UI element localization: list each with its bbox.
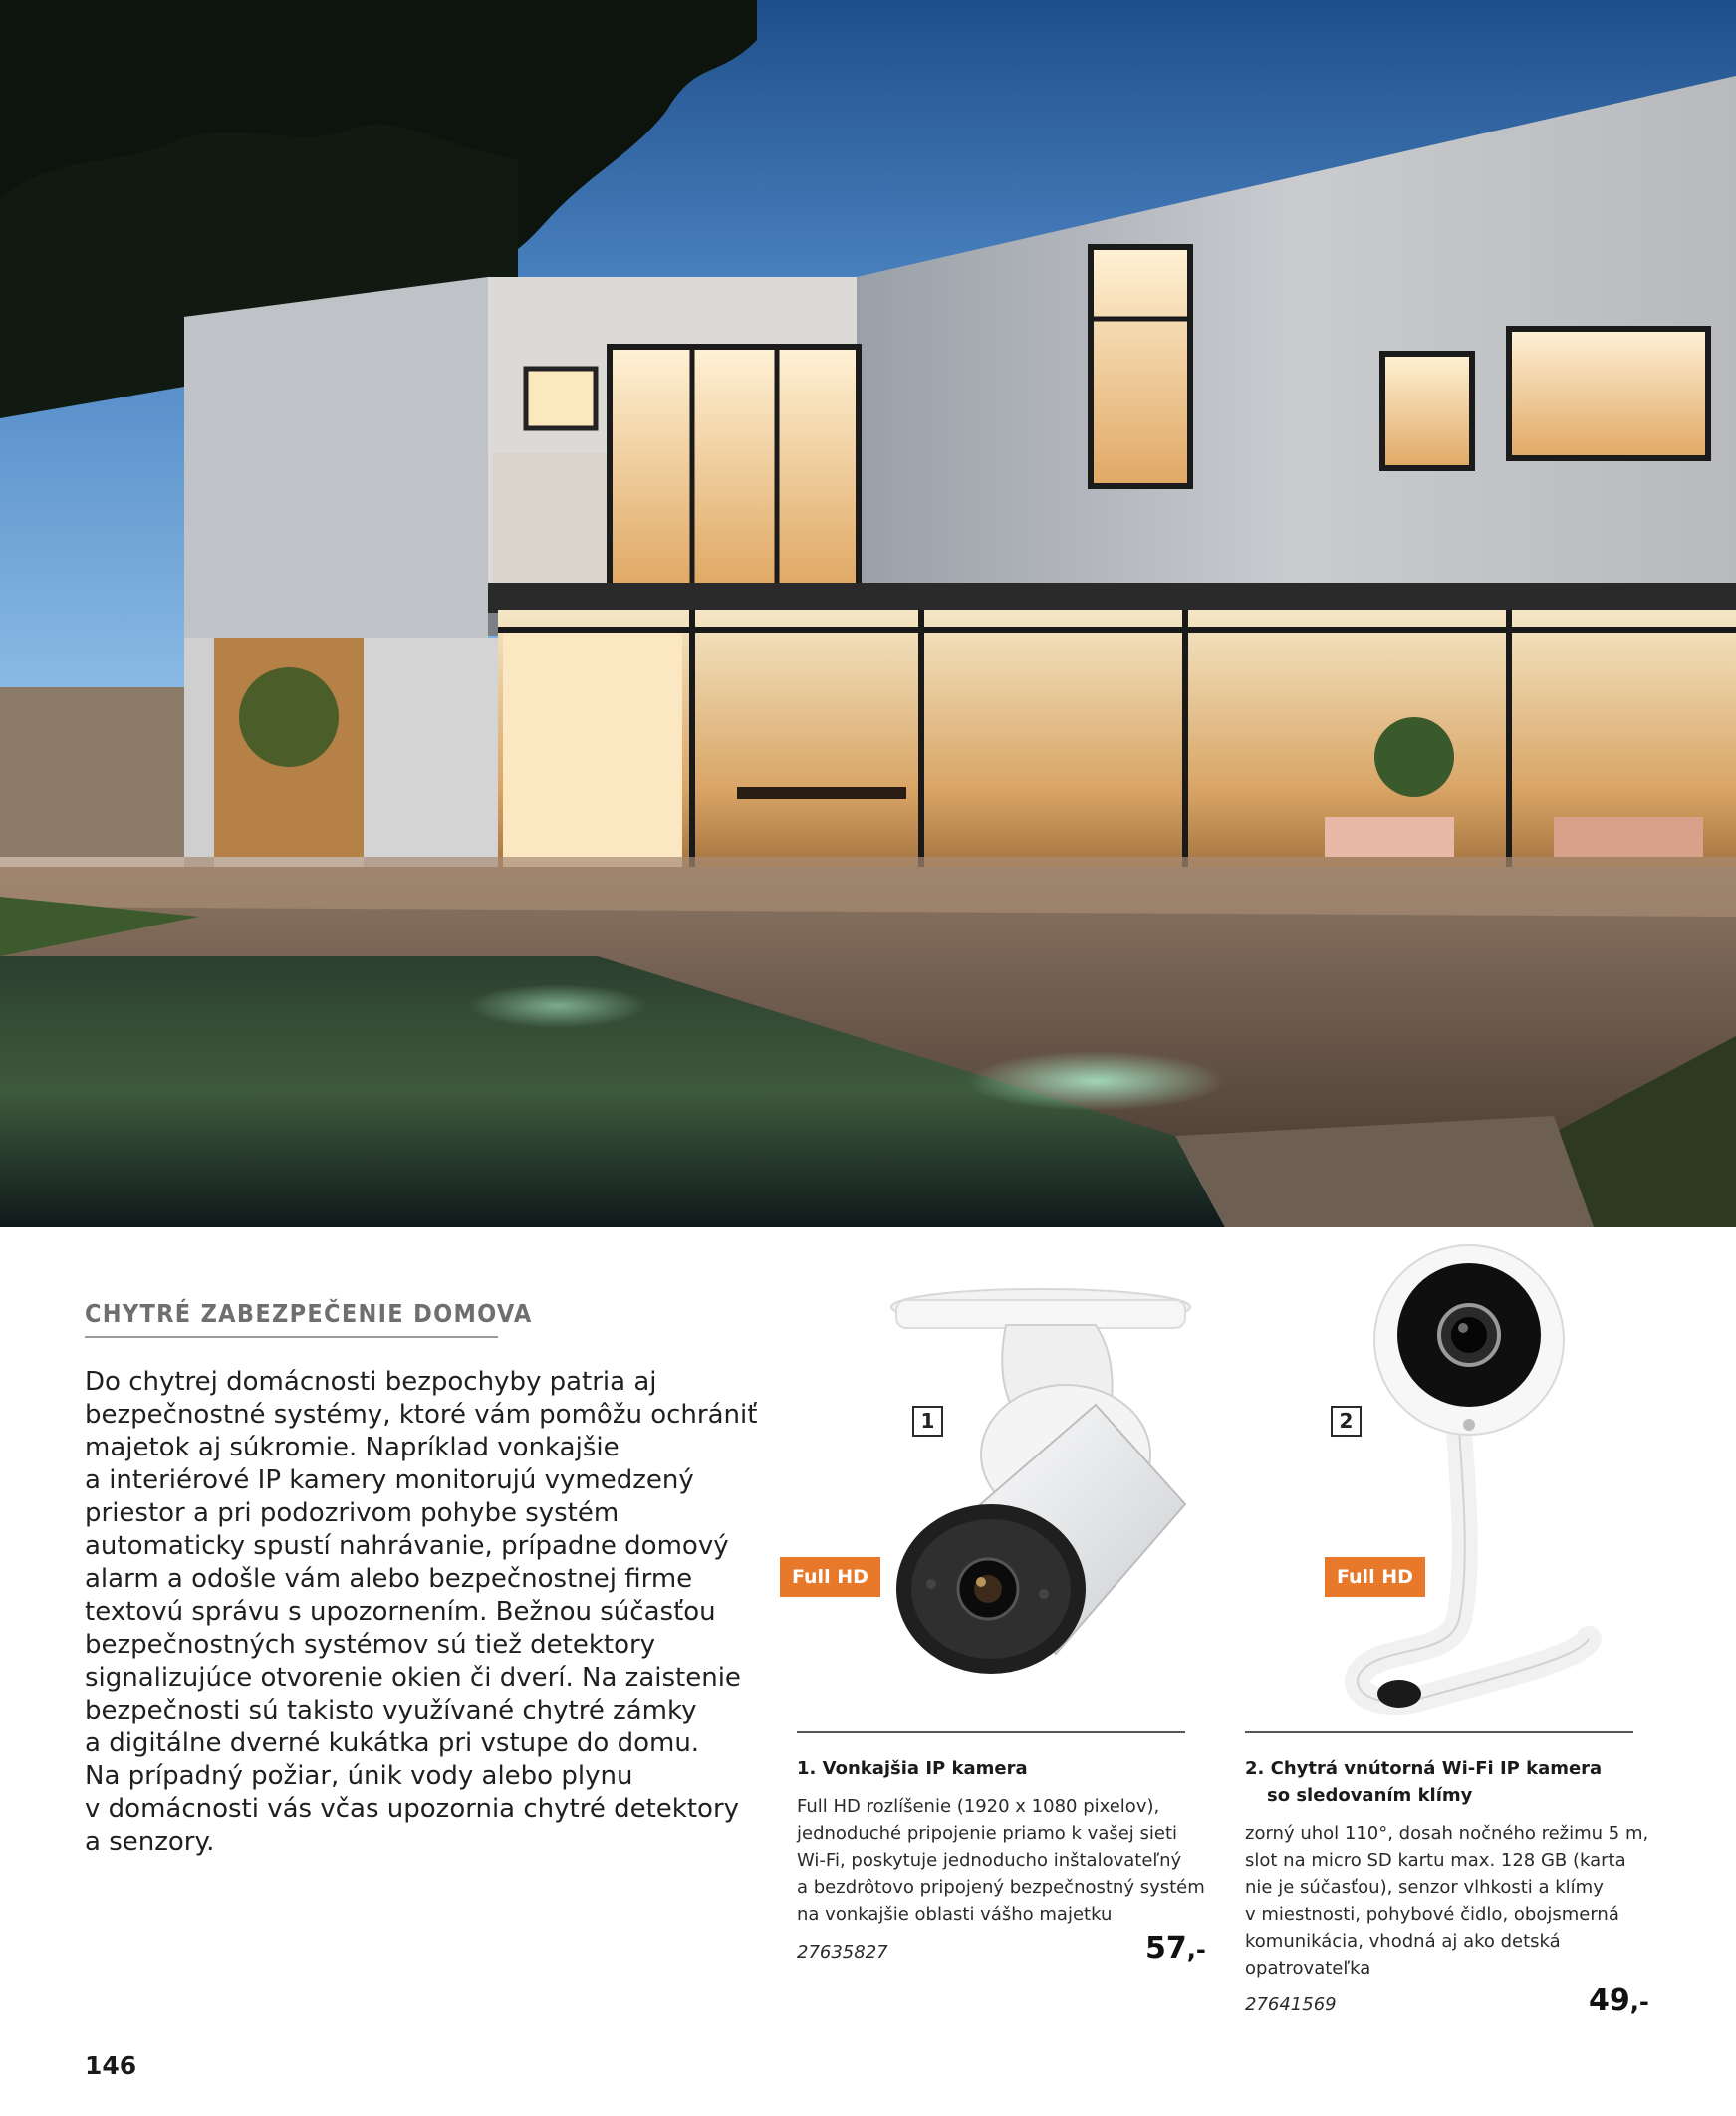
body-line: bezpečnostné systémy, ktoré vám pomôžu ochrániť [85, 1400, 758, 1430]
description-line: komunikácia, vhodná aj ako detská [1245, 1931, 1561, 1952]
product-title [1245, 1755, 1602, 1809]
page-number: 146 [85, 2051, 137, 2080]
product-divider [797, 1731, 1185, 1733]
product-title-line: 1. Vonkajšia IP kamera [797, 1758, 1028, 1779]
product-title [797, 1755, 1028, 1782]
product-sku: 27635827 [797, 1942, 888, 1963]
price-suffix: ,- [1629, 1988, 1649, 2016]
body-line: priestor a pri podozrivom pohybe systém [85, 1498, 620, 1528]
body-line: a digitálne dverné kukátka pri vstupe do domu. [85, 1728, 700, 1758]
section-heading: CHYTRÉ ZABEZPEČENIE DOMOVA [85, 1299, 533, 1328]
description-line: slot na micro SD kartu max. 128 GB (karta [1245, 1850, 1626, 1871]
product-price [1145, 1931, 1206, 1966]
section-body-text [85, 1366, 758, 1859]
body-line: automaticky spustí nahrávanie, prípadne domový [85, 1531, 729, 1561]
body-line: bezpečnosti sú takisto využívané chytré zámky [85, 1696, 697, 1725]
description-line: a bezdrôtovo pripojený bezpečnostný systém [797, 1877, 1205, 1898]
body-line: a senzory. [85, 1827, 215, 1857]
product-title-line: 2. Chytrá vnútorná Wi-Fi IP kamera [1245, 1758, 1603, 1779]
description-line: zorný uhol 110°, dosah nočného režimu 5 m, [1245, 1823, 1649, 1844]
price-value: 57 [1145, 1931, 1187, 1966]
description-line: jednoduché pripojenie priamo k vašej sieti [797, 1823, 1178, 1844]
description-line: Full HD rozlíšenie (1920 x 1080 pixelov), [797, 1796, 1160, 1817]
body-line: alarm a odošle vám alebo bezpečnostnej firme [85, 1564, 693, 1594]
description-line: na vonkajšie oblasti vášho majetku [797, 1904, 1113, 1925]
price-value: 49 [1589, 1984, 1630, 2018]
description-line: Wi-Fi, poskytuje jednoducho inštalovateľný [797, 1850, 1182, 1871]
product-sku: 27641569 [1245, 1994, 1337, 2015]
body-line: v domácnosti vás včas upozornia chytré detektory [85, 1794, 740, 1824]
product-number-box: 1 [912, 1406, 943, 1437]
product-description [797, 1793, 1205, 1928]
product-title-line: so sledovaním klímy [1267, 1785, 1473, 1806]
body-line: bezpečnostných systémov sú tiež detektory [85, 1630, 656, 1660]
body-line: majetok aj súkromie. Napríklad vonkajšie [85, 1433, 620, 1462]
body-line: Do chytrej domácnosti bezpochyby patria aj [85, 1367, 657, 1397]
price-suffix: ,- [1186, 1936, 1206, 1964]
section-heading-underline [85, 1336, 498, 1338]
description-line: v miestnosti, pohybové čidlo, obojsmerná [1245, 1904, 1619, 1925]
product-divider [1245, 1731, 1633, 1733]
body-line: signalizujúce otvorenie okien či dverí. Na zaistenie [85, 1663, 741, 1693]
indoor-camera-image [1340, 1240, 1609, 1722]
body-line: a interiérové IP kamery monitorujú vymedzený [85, 1465, 694, 1495]
body-line: textovú správu s upozornením. Bežnou súčasťou [85, 1597, 716, 1627]
full-hd-badge: Full HD [780, 1557, 880, 1597]
body-line: Na prípadný požiar, únik vody alebo plynu [85, 1761, 633, 1791]
product-description [1245, 1820, 1648, 1982]
product-price [1589, 1984, 1649, 2018]
product-number-box: 2 [1331, 1406, 1362, 1437]
description-line: nie je súčasťou), senzor vlhkosti a klímy [1245, 1877, 1604, 1898]
outdoor-camera-image [886, 1285, 1245, 1688]
description-line: opatrovateľka [1245, 1958, 1371, 1979]
full-hd-badge: Full HD [1325, 1557, 1425, 1597]
